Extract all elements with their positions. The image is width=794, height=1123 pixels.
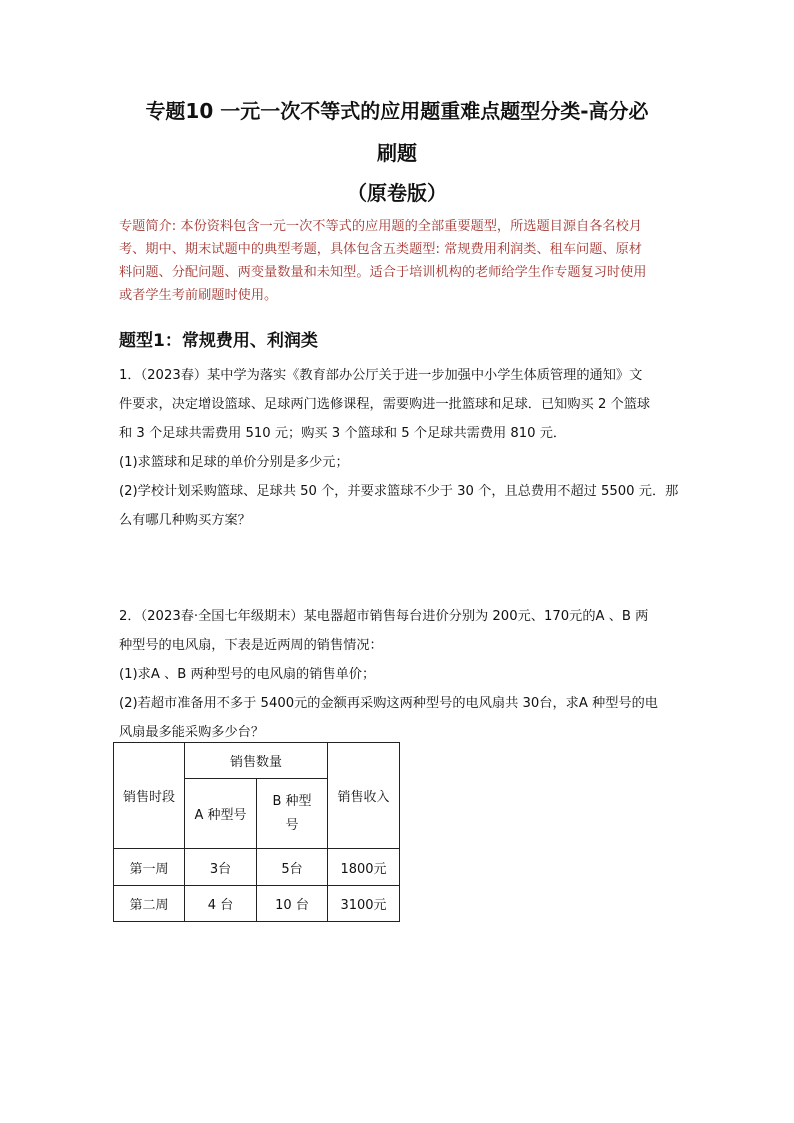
question-line: 风扇最多能采购多少台？ (119, 725, 265, 740)
question-line: 种型号的电风扇，下表是近两周的销售情况： (119, 638, 383, 653)
intro-line: 料问题、分配问题、两变量数量和未知型。适合于培训机构的老师给学生作专题复习时使用 (119, 265, 647, 280)
table-row (114, 849, 400, 886)
header-model-b-line-1: B 种型 (272, 793, 312, 809)
header-model-b (257, 779, 328, 849)
question-line: 和 3 个足球共需费用 510 元；购买 3 个篮球和 5 个足球共需费用 810 元． (119, 426, 567, 441)
question-line: (1)求A 、B 两种型号的电风扇的销售单价； (119, 667, 376, 682)
question-line: 1．（2023春）某中学为落实《教育部办公厅关于进一步加强中小学生体质管理的通知》文 (119, 368, 643, 383)
document-subtitle: （原卷版） (347, 181, 447, 205)
table-header-row (114, 743, 400, 779)
question-line: 件要求，决定增设篮球、足球两门选修课程，需要购进一批篮球和足球．已知购买 2 个篮球 (119, 397, 651, 412)
cell-period: 第一周 (114, 849, 185, 886)
topic-introduction (119, 215, 679, 307)
document-title-line-1: 专题10 一元一次不等式的应用题重难点题型分类-高分必 (145, 99, 649, 123)
cell-model-a: 3台 (185, 849, 257, 886)
question-2 (119, 602, 694, 747)
header-sales-quantity: 销售数量 (185, 743, 328, 779)
cell-period: 第二周 (114, 886, 185, 922)
header-sales-income: 销售收入 (328, 743, 400, 849)
intro-line: 考、期中、期末试题中的典型考题，具体包含五类题型: 常规费用利润类、租车问题、原材 (119, 242, 642, 257)
cell-income: 3100元 (328, 886, 400, 922)
sales-table (113, 742, 400, 922)
cell-model-b: 10 台 (257, 886, 328, 922)
intro-line: 或者学生考前刷题时使用。 (119, 288, 278, 303)
cell-model-a: 4 台 (185, 886, 257, 922)
section-heading: 题型1：常规费用、利润类 (119, 331, 318, 351)
header-model-b-line-2: 号 (285, 817, 299, 833)
cell-model-b: 5台 (257, 849, 328, 886)
header-model-a: A 种型号 (185, 779, 257, 849)
table-row (114, 886, 400, 922)
question-line: (2)学校计划采购篮球、足球共 50 个，并要求篮球不少于 30 个，且总费用不超过 5500 元．那 (119, 484, 679, 499)
cell-income: 1800元 (328, 849, 400, 886)
question-1 (119, 361, 694, 535)
question-line: (2)若超市准备用不多于 5400元的金额再采购这两种型号的电风扇共 30台，求A 种型号的电 (119, 696, 658, 711)
question-line: 2．（2023春·全国七年级期末）某电器超市销售每台进价分别为 200元、170元的A 、B 两 (119, 609, 649, 624)
question-line: (1)求篮球和足球的单价分别是多少元； (119, 455, 349, 470)
question-line: 么有哪几种购买方案？ (119, 513, 251, 528)
document-title-line-2: 刷题 (377, 141, 417, 165)
intro-line: 专题简介: 本份资料包含一元一次不等式的应用题的全部重要题型，所选题目源自各名校月 (119, 219, 642, 234)
header-sales-period: 销售时段 (114, 743, 185, 849)
